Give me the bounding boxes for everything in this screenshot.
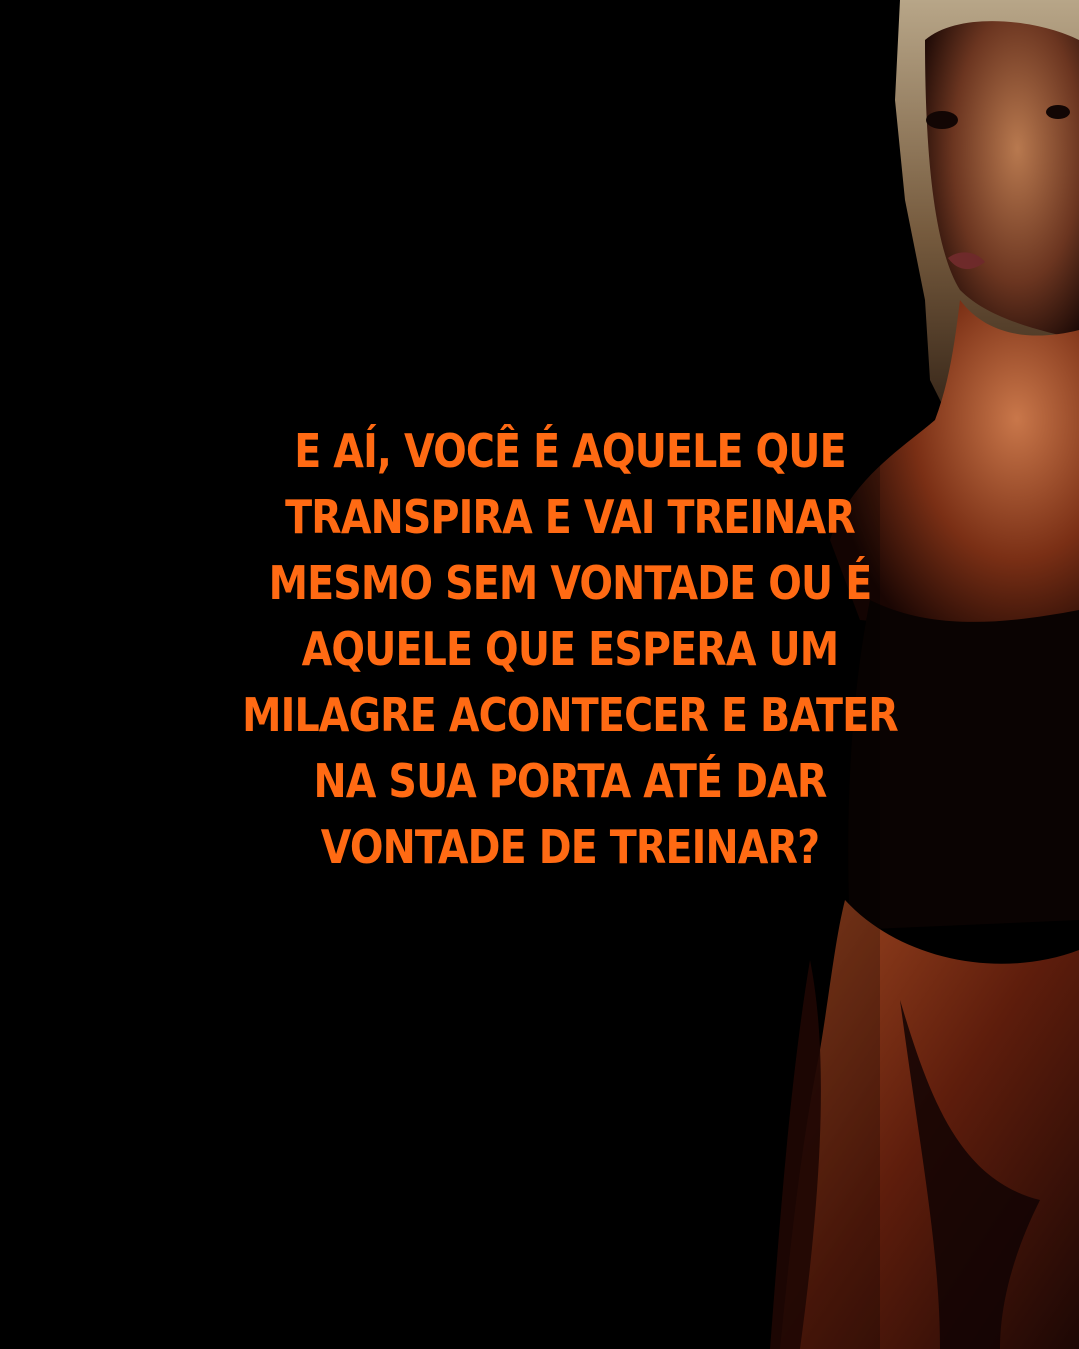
quote-line: E AÍ, VOCÊ É AQUELE QUE (294, 424, 846, 478)
quote-line: TRANSPIRA E VAI TREINAR (285, 490, 855, 544)
quote-line: VONTADE DE TREINAR? (320, 820, 820, 874)
quote-text-block (150, 418, 990, 880)
quote-line: MESMO SEM VONTADE OU É (268, 556, 872, 610)
quote-line: AQUELE QUE ESPERA UM (301, 622, 839, 676)
quote-line: NA SUA PORTA ATÉ DAR (313, 754, 827, 808)
quote-line: MILAGRE ACONTECER E BATER (242, 688, 898, 742)
